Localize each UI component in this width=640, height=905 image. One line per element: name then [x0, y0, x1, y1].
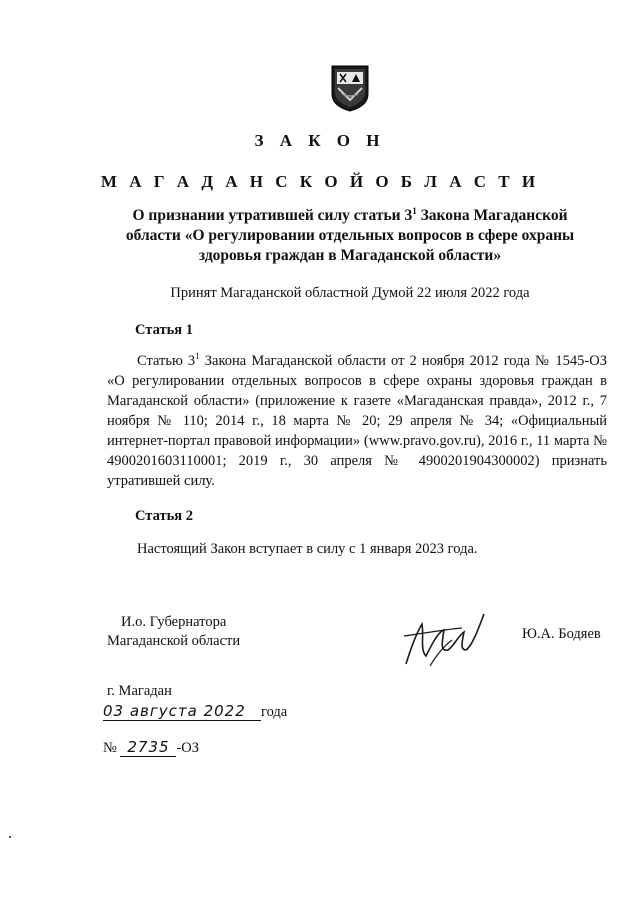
handwritten-signature [400, 606, 490, 670]
article-2-heading: Статья 2 [135, 508, 193, 524]
law-number-line [103, 738, 199, 757]
handwritten-date: 03 августа 2022 [103, 702, 261, 721]
handwritten-number: 2735 [120, 738, 176, 757]
law-subject [100, 206, 600, 266]
article-2-text: Настоящий Закон вступает в силу с 1 января 2023 года. [137, 541, 478, 557]
article-1-text-start: Статью 3 [137, 353, 196, 369]
number-prefix: № [103, 740, 117, 756]
subject-line1-part1: О признании утратившей силу статьи 3 [132, 207, 413, 224]
article-1-heading: Статья 1 [135, 322, 193, 338]
adoption-statement: Принят Магаданской областной Думой 22 июля 2022 года [170, 285, 530, 301]
subject-line2: области «О регулировании отдельных вопросов в сфере охраны [125, 227, 575, 244]
signatory-title-line1: И.о. Губернатора [121, 614, 227, 630]
article-1-text [107, 351, 607, 491]
city: г. Магадан [107, 683, 172, 699]
signatory-name: Ю.А. Бодяев [522, 626, 601, 642]
number-suffix: -ОЗ [176, 740, 200, 756]
subject-sup: 1 [412, 205, 417, 216]
law-title: З А К О Н [254, 131, 386, 150]
region-title: М А Г А Д А Н С К О Й О Б Л А С Т И [100, 172, 540, 191]
date-line [103, 702, 287, 721]
subject-line1-part2: Закона Магаданской [416, 207, 568, 224]
signatory-title-line2: Магаданской области [107, 633, 241, 649]
coat-of-arms-emblem [330, 64, 370, 112]
subject-line3: здоровья граждан в Магаданской области» [198, 247, 502, 264]
date-suffix: года [261, 704, 288, 720]
article-1-text-rest: Закона Магаданской области от 2 ноября 2012 года № 1545-ОЗ «О регулировании отдельных вопросов в сфере охраны здоровья граждан в Магаданской области» (приложение к газете «Магаданская правда», 2012 г., 7 ноября № 110; 2014 г., 18 марта № 20; 29 апреля № 34; «Официальный интернет-портал правовой информации» (www.pravo.gov.ru), 2016 г., 11 марта № 4900201603110001; 2019 г., 30 апреля № 4900201904300002) признать утратившей силу. [107, 353, 607, 489]
scan-speck [9, 836, 11, 838]
article-1-sup: 1 [195, 351, 200, 362]
